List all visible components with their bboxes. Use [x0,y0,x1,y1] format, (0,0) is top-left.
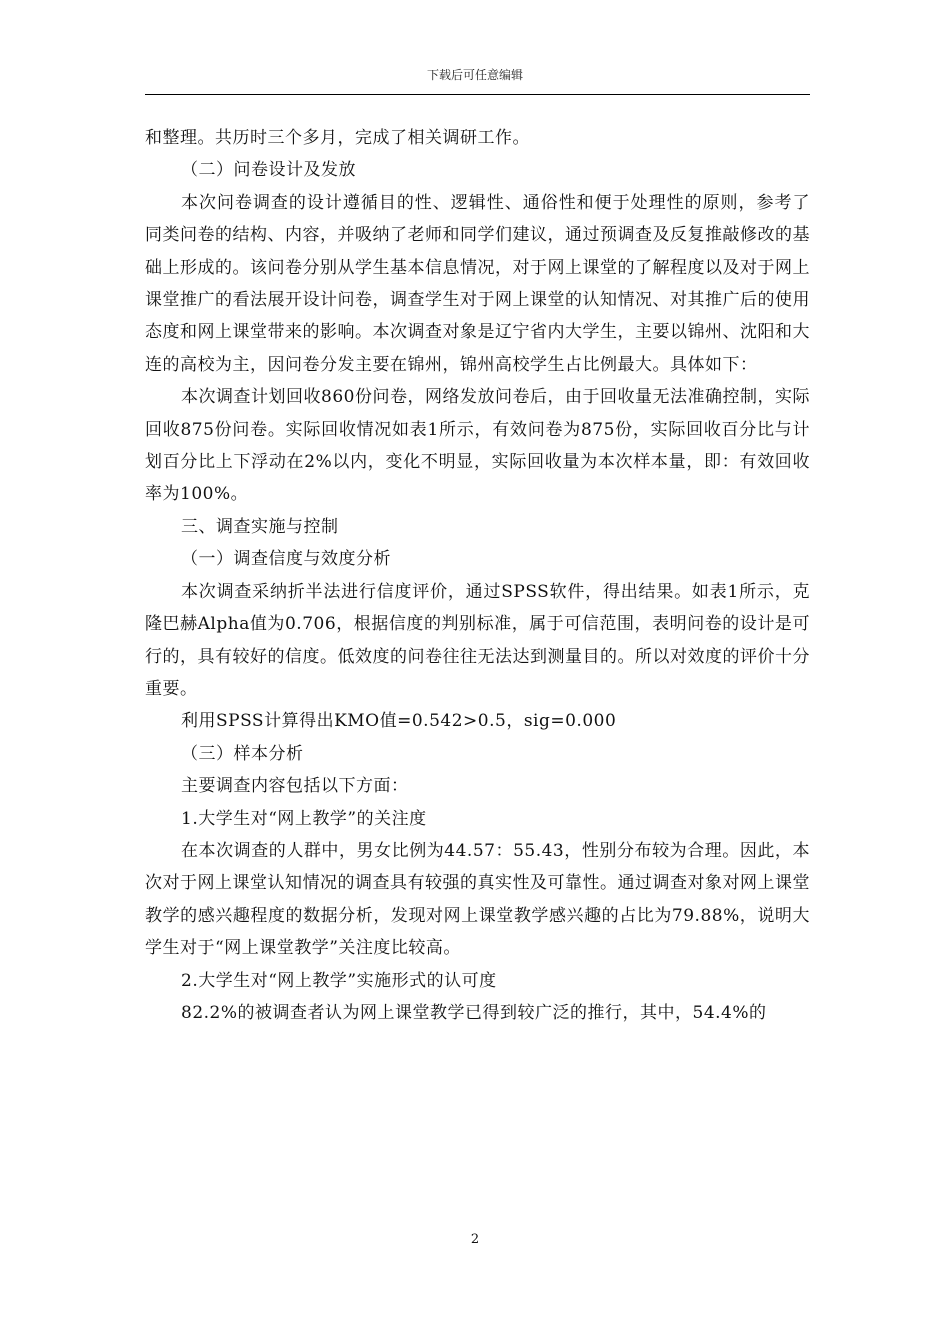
document-body [145,122,810,1029]
paragraph: 和整理。共历时三个多月，完成了相关调研工作。 [145,128,530,148]
page-header: 下载后可任意编辑 [426,68,523,82]
section-heading: 2.大学生对“网上教学”实施形式的认可度 [181,970,497,991]
section-heading: 三、调查实施与控制 [181,516,339,537]
section-heading: （二）问卷设计及发放 [181,160,356,181]
section-heading: （一）调查信度与效度分析 [181,549,391,570]
paragraph: 本次问卷调查的设计遵循目的性、逻辑性、通俗性和便于处理性的原则，参考了同类问卷的结构、内容，并吸纳了老师和同学们建议，通过预调查及反复推敲修改的基础上形成的。该问卷分别从学生基本信息情况，对于网上课堂的了解程度以及对于网上课堂推广的看法展开设计问卷，调查学生对于网上课堂的认知情况、对其推广后的使用态度和网上课堂带来的影响。本次调查对象是辽宁省内大学生，主要以锦州、沈阳和大连的高校为主，因问卷分发主要在锦州，锦州高校学生占比例最大。具体如下： [145,192,810,375]
section-heading: （三）样本分析 [181,743,304,764]
paragraph: 本次调查计划回收860份问卷，网络发放问卷后，由于回收量无法准确控制，实际回收875份问卷。实际回收情况如表1所示，有效问卷为875份，实际回收百分比与计划百分比上下浮动在2%以内，变化不明显，实际回收量为本次样本量，即：有效回收率为100%。 [145,387,810,505]
header-divider [145,94,810,95]
page-number: 2 [470,1232,480,1247]
paragraph: 利用SPSS计算得出KMO值=0.542>0.5，sig=0.000 [181,711,617,732]
paragraph: 本次调查采纳折半法进行信度评价，通过SPSS软件，得出结果。如表1所示，克隆巴赫Alpha值为0.706，根据信度的判别标准，属于可信范围，表明问卷的设计是可行的，具有较好的信度。低效度的问卷往往无法达到测量目的。所以对效度的评价十分重要。 [145,581,810,699]
paragraph: 82.2%的被调查者认为网上课堂教学已得到较广泛的推行，其中，54.4%的 [181,1002,767,1023]
section-heading: 1.大学生对“网上教学”的关注度 [181,808,427,829]
paragraph: 在本次调查的人群中，男女比例为44.57：55.43，性别分布较为合理。因此，本次对于网上课堂认知情况的调查具有较强的真实性及可靠性。通过调查对象对网上课堂教学的感兴趣程度的数据分析，发现对网上课堂教学感兴趣的占比为79.88%，说明大学生对于“网上课堂教学”关注度比较高。 [145,840,810,959]
paragraph: 主要调查内容包括以下方面： [181,776,409,797]
